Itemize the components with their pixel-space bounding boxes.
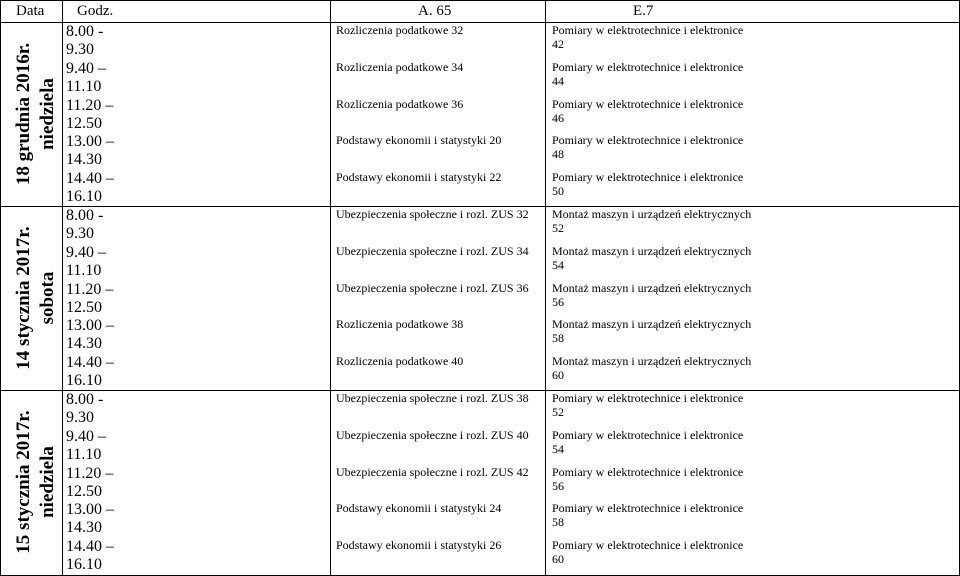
grid-line — [330, 0, 331, 576]
slot-start: 8.00 - — [66, 391, 104, 408]
time-slot — [66, 538, 146, 575]
class-e-subject-name: Montaż maszyn i urządzeń elektrycznych — [552, 243, 752, 258]
class-a-subject: Rozliczenia podatkowe 34 — [336, 59, 464, 74]
class-a-subject: Rozliczenia podatkowe 40 — [336, 354, 464, 369]
class-e-subject-name: Pomiary w elektrotechnice i elektronice — [552, 464, 744, 479]
class-e-subject-number: 48 — [552, 147, 564, 162]
grid-line — [545, 0, 546, 576]
time-slot — [66, 244, 146, 281]
class-e-subject — [552, 501, 762, 529]
time-slot — [66, 60, 146, 97]
class-e-subject-number: 52 — [552, 221, 564, 235]
class-e-subject-name: Pomiary w elektrotechnice i elektronice — [552, 133, 744, 148]
slot-start: 14.40 – — [66, 354, 114, 372]
class-a-subject: Rozliczenia podatkowe 32 — [336, 23, 464, 37]
time-slot — [66, 354, 146, 391]
class-e-subject-name: Pomiary w elektrotechnice i elektronice — [552, 427, 744, 442]
class-e-subject-name: Montaż maszyn i urządzeń elektrycznych — [552, 207, 752, 221]
day-weekday: niedziela — [37, 78, 58, 150]
class-a-subject: Ubezpieczenia społeczne i rozl. ZUS 40 — [336, 427, 529, 442]
class-e-subject — [552, 317, 762, 345]
slot-end: 14.30 — [66, 151, 102, 169]
class-e-subject-number: 60 — [552, 552, 564, 567]
class-e-subject-number: 54 — [552, 441, 564, 456]
header-class-e: E.7 — [633, 3, 654, 19]
class-e-subject-name: Pomiary w elektrotechnice i elektronice — [552, 501, 744, 516]
time-slot — [66, 428, 146, 465]
class-e-subject — [552, 428, 762, 456]
class-e-subject-name: Pomiary w elektrotechnice i elektronice — [552, 96, 744, 111]
slot-end: 12.50 — [66, 482, 102, 500]
slot-end: 9.30 — [66, 225, 94, 242]
time-slot — [66, 170, 146, 207]
slot-start: 11.20 – — [66, 280, 114, 298]
class-a-subject: Podstawy ekonomii i statystyki 24 — [336, 501, 502, 516]
slot-start: 14.40 – — [66, 538, 114, 556]
day-date: 15 stycznia 2017r. — [13, 410, 34, 554]
class-a-subject: Ubezpieczenia społeczne i rozl. ZUS 34 — [336, 243, 529, 258]
slot-end: 11.10 — [66, 261, 102, 279]
class-a-subject: Ubezpieczenia społeczne i rozl. ZUS 32 — [336, 207, 529, 221]
class-e-subject-name: Pomiary w elektrotechnice i elektronice — [552, 538, 744, 553]
slot-end: 12.50 — [66, 114, 102, 132]
slot-end: 16.10 — [66, 556, 102, 574]
class-e-subject — [552, 391, 762, 419]
day-date: 14 stycznia 2017r. — [13, 226, 34, 370]
grid-line — [62, 0, 63, 576]
header-date: Data — [16, 3, 45, 19]
class-a-subject: Ubezpieczenia społeczne i rozl. ZUS 38 — [336, 391, 529, 405]
class-e-subject-name: Pomiary w elektrotechnice i elektronice — [552, 391, 744, 405]
header-class-a: A. 65 — [418, 3, 452, 19]
slot-start: 9.40 – — [66, 427, 106, 445]
slot-start: 9.40 – — [66, 59, 106, 77]
header-hours: Godz. — [77, 3, 114, 19]
slot-end: 14.30 — [66, 335, 102, 353]
time-slot — [66, 391, 146, 428]
class-e-subject-name: Montaż maszyn i urządzeń elektrycznych — [552, 280, 752, 295]
time-slot — [66, 97, 146, 134]
class-e-subject — [552, 281, 762, 309]
slot-start: 8.00 - — [66, 207, 104, 224]
class-a-subject: Ubezpieczenia społeczne i rozl. ZUS 42 — [336, 464, 529, 479]
slot-end: 9.30 — [66, 409, 94, 426]
class-a-subject: Ubezpieczenia społeczne i rozl. ZUS 36 — [336, 280, 529, 295]
class-e-subject-name: Montaż maszyn i urządzeń elektrycznych — [552, 317, 752, 332]
class-e-subject-number: 58 — [552, 331, 564, 346]
class-a-subject: Podstawy ekonomii i statystyki 20 — [336, 133, 502, 148]
class-e-subject — [552, 60, 762, 88]
class-e-subject — [552, 133, 762, 161]
time-slot — [66, 465, 146, 502]
class-a-subject: Podstawy ekonomii i statystyki 26 — [336, 538, 502, 553]
class-e-subject — [552, 170, 762, 198]
slot-start: 8.00 - — [66, 23, 104, 40]
class-e-subject-number: 46 — [552, 110, 564, 125]
slot-end: 9.30 — [66, 41, 94, 58]
slot-start: 13.00 – — [66, 501, 114, 519]
time-slot — [66, 501, 146, 538]
grid-line — [0, 0, 960, 1]
class-e-subject — [552, 538, 762, 566]
slot-start: 13.00 – — [66, 317, 114, 335]
class-a-subject: Rozliczenia podatkowe 36 — [336, 96, 464, 111]
day-weekday: niedziela — [37, 446, 58, 518]
slot-end: 12.50 — [66, 298, 102, 316]
class-e-subject-name: Pomiary w elektrotechnice i elektronice — [552, 59, 744, 74]
class-a-subject: Podstawy ekonomii i statystyki 22 — [336, 170, 502, 185]
class-e-subject — [552, 97, 762, 125]
class-e-subject-number: 52 — [552, 405, 564, 419]
slot-start: 13.00 – — [66, 133, 114, 151]
class-e-subject-name: Pomiary w elektrotechnice i elektronice — [552, 170, 744, 185]
class-a-subject: Rozliczenia podatkowe 38 — [336, 317, 464, 332]
slot-start: 14.40 – — [66, 170, 114, 188]
class-e-subject-name: Pomiary w elektrotechnice i elektronice — [552, 23, 744, 37]
time-slot — [66, 281, 146, 318]
time-slot — [66, 23, 146, 60]
class-e-subject-name: Montaż maszyn i urządzeń elektrycznych — [552, 354, 752, 369]
class-e-subject-number: 56 — [552, 294, 564, 309]
class-e-subject-number: 44 — [552, 73, 564, 88]
time-slot — [66, 207, 146, 244]
slot-start: 11.20 – — [66, 464, 114, 482]
class-e-subject-number: 60 — [552, 368, 564, 383]
class-e-subject — [552, 465, 762, 493]
slot-end: 11.10 — [66, 445, 102, 463]
class-e-subject — [552, 23, 762, 51]
slot-end: 16.10 — [66, 188, 102, 206]
class-e-subject-number: 56 — [552, 478, 564, 493]
class-e-subject — [552, 244, 762, 272]
time-slot — [66, 317, 146, 354]
slot-start: 9.40 – — [66, 243, 106, 261]
grid-line — [0, 0, 1, 576]
class-e-subject-number: 58 — [552, 515, 564, 530]
class-e-subject — [552, 354, 762, 382]
day-date: 18 grudnia 2016r. — [13, 42, 34, 186]
class-e-subject-number: 50 — [552, 184, 564, 199]
class-e-subject-number: 42 — [552, 37, 564, 51]
slot-end: 11.10 — [66, 77, 102, 95]
slot-start: 11.20 – — [66, 96, 114, 114]
slot-end: 16.10 — [66, 372, 102, 390]
slot-end: 14.30 — [66, 519, 102, 537]
time-slot — [66, 133, 146, 170]
class-e-subject-number: 54 — [552, 257, 564, 272]
day-weekday: sobota — [37, 271, 58, 325]
class-e-subject — [552, 207, 762, 235]
